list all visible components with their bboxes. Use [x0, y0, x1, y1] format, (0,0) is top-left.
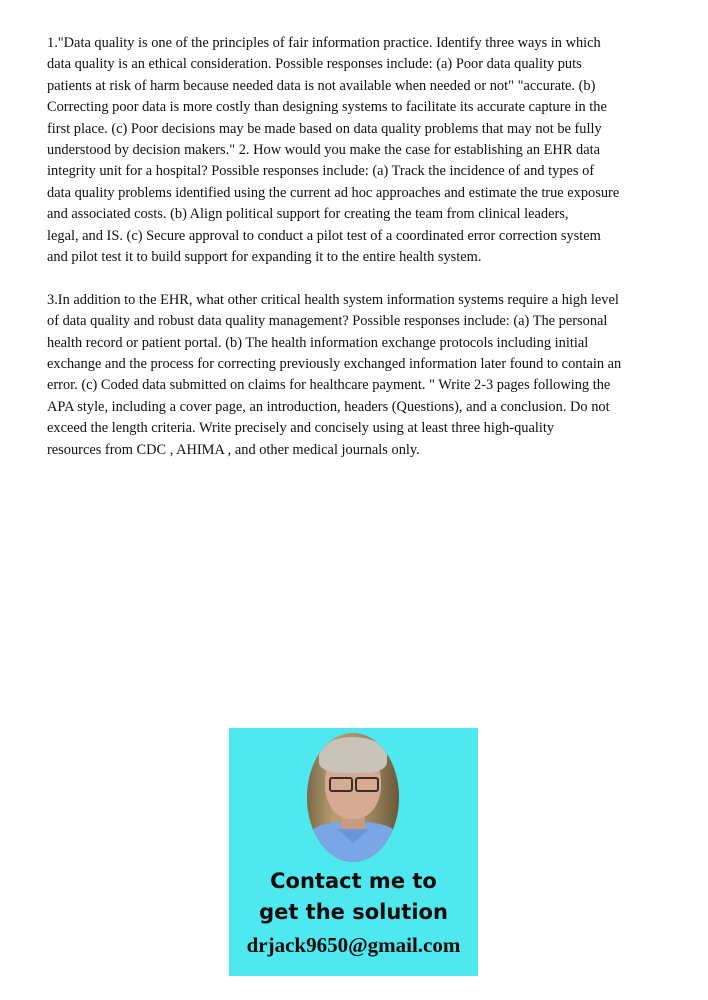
- ad-headline-line-1: Contact me to: [270, 869, 437, 893]
- paragraph-spacer: [47, 268, 677, 289]
- glasses-icon: [355, 777, 379, 792]
- text-line: resources from CDC , AHIMA , and other medical journals only.: [47, 441, 420, 458]
- text-line: health record or patient portal. (b) The health information exchange protocols including initial: [47, 334, 589, 351]
- text-line: and pilot test it to build support for expanding it to the entire health system.: [47, 249, 482, 266]
- text-line: exchange and the process for correcting previously exchanged information later found to contain an: [47, 356, 622, 373]
- glasses-icon: [329, 777, 353, 792]
- ad-headline: [229, 866, 478, 928]
- ad-headline-line-2: get the solution: [259, 900, 448, 924]
- document-body: [47, 33, 677, 461]
- text-line: exceed the length criteria. Write precisely and concisely using at least three high-quality: [47, 420, 555, 437]
- text-line: data quality is an ethical consideration. Possible responses include: (a) Poor data quality puts: [47, 56, 582, 73]
- text-line: 3.In addition to the EHR, what other critical health system information systems require a high level: [47, 291, 619, 308]
- text-line: understood by decision makers." 2. How would you make the case for establishing an EHR data: [47, 142, 600, 159]
- text-line: first place. (c) Poor decisions may be made based on data quality problems that may not be fully: [47, 120, 602, 137]
- text-line: data quality problems identified using the current ad hoc approaches and estimate the true exposure: [47, 184, 620, 201]
- text-line: and associated costs. (b) Align political support for creating the team from clinical leaders,: [47, 206, 569, 223]
- contact-ad-banner: [229, 728, 478, 976]
- text-line: patients at risk of harm because needed data is not available when needed or not" "accurate. (b): [47, 77, 596, 94]
- text-line: legal, and IS. (c) Secure approval to conduct a pilot test of a coordinated error correction system: [47, 227, 601, 244]
- paragraph-questions-1-2: [47, 33, 677, 268]
- text-line: APA style, including a cover page, an introduction, headers (Questions), and a conclusion. Do not: [47, 398, 610, 415]
- portrait-hair: [319, 737, 387, 773]
- paragraph-question-3: [47, 290, 677, 461]
- text-line: Correcting poor data is more costly than designing systems to facilitate its accurate capture in the: [47, 99, 607, 116]
- portrait-photo: [307, 733, 399, 862]
- text-line: 1."Data quality is one of the principles of fair information practice. Identify three ways in which: [47, 35, 601, 51]
- text-line: of data quality and robust data quality management? Possible responses include: (a) The personal: [47, 313, 608, 330]
- text-line: integrity unit for a hospital? Possible responses include: (a) Track the incidence of and types of: [47, 163, 595, 180]
- text-line: error. (c) Coded data submitted on claims for healthcare payment. " Write 2-3 pages following the: [47, 377, 611, 394]
- contact-email: drjack9650@gmail.com: [246, 933, 461, 957]
